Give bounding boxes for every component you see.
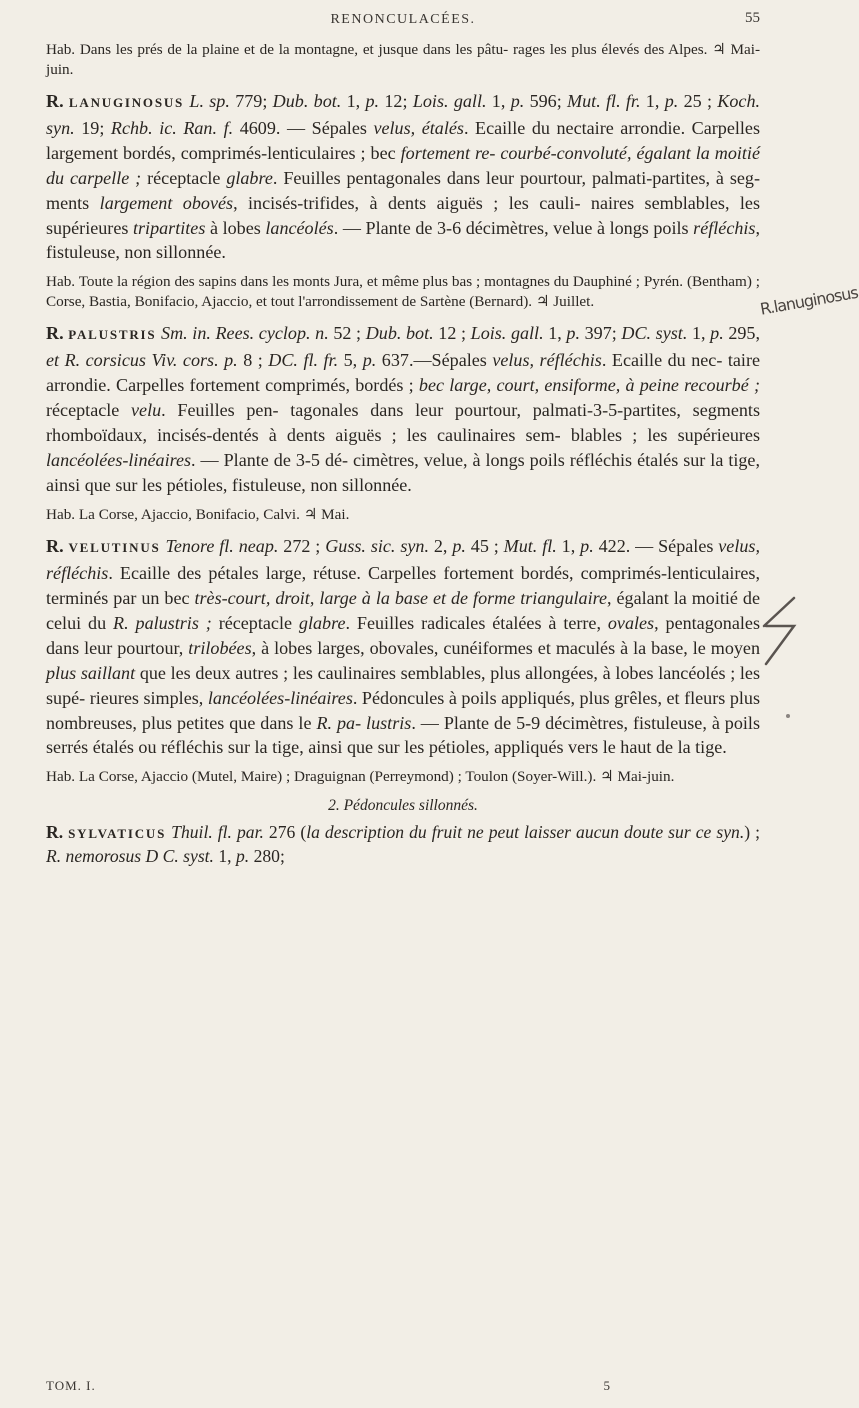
volume-label: TOM. I. bbox=[46, 1378, 96, 1393]
species-name: SYLVATICUS bbox=[68, 825, 167, 841]
genus-abbrev: R. bbox=[46, 821, 64, 842]
species-name: LANUGINOSUS bbox=[68, 95, 185, 110]
page-footer bbox=[46, 1378, 760, 1400]
species-entry-velutinus: R. VELUTINUS Tenore fl. neap. 272 ; Guss. sic. syn. 2, p. 45 ; Mut. fl. 1, p. 422. — Sépales velus, réfléchis. Ecaille des pétales large, rétuse. Carpelles fortement bordés, comprimés-lenticulaires, terminés par un bec très-court, droit, large à la base et de forme triangulaire, égalant la moitié de celui du R. palustris ; réceptacle glabre. Feuilles radicales étalées à terre, ovales, pentagonales dans leur pourtour, trilobées, à lobes larges, obovales, cunéiformes et maculés à la base, le moyen plus saillant que les deux autres ; les caulinaires semblables, plus allongées, à lobes lancéolés ; les supé- rieures simples, lancéolées-linéaires. Pédoncules à poils appliqués, plus grêles, et fleurs plus nombreuses, plus petites que dans le R. pa- lustris. — Plante de 5-9 décimètres, fistuleuse, à poils serrés étalés ou réfléchis sur la tige, ainsi que sur les pétioles, appliqués vers le haut de la tige. bbox=[46, 536, 761, 758]
species-entry-lanuginosus: R. LANUGINOSUS L. sp. 779; Dub. bot. 1, p. 12; Lois. gall. 1, p. 596; Mut. fl. fr. 1, p. 25 ; Koch. syn. 19; Rchb. ic. Ran. f. 4609. — Sépales velus, étalés. Ecaille du nectaire arrondie. Carpelles largement bordés, comprimés-lenticulaires ; bec fortement re- courbé-convoluté, égalant la moitié du carpelle ; réceptacle glabre. Feuilles pentagonales dans leur pourtour, palmati-partites, à seg- ments largement obovés, incisés-trifides, à dents aiguës ; les cauli- naires semblables, les supérieures tripartites à lobes lancéolés. — Plante de 3-6 décimètres, velue à longs poils réfléchis, fistuleuse, non sillonnée. bbox=[46, 91, 761, 263]
species-name: PALUSTRIS bbox=[68, 327, 157, 343]
habitat-note: Hab. La Corse, Ajaccio (Mutel, Maire) ; Draguignan (Perreymond) ; Toulon (Soyer-Will.). ♃ Mai-juin. bbox=[46, 768, 675, 786]
section-heading: 2. Pédoncules sillonnés. bbox=[328, 796, 478, 814]
genus-abbrev: R. bbox=[46, 91, 64, 111]
species-entry-sylvaticus: R. SYLVATICUS Thuil. fl. par. 276 (la description du fruit ne peut laisser aucun doute sur ce syn.) ; R. nemorosus D C. syst. 1, p. 280; bbox=[46, 821, 761, 866]
habitat-note-continued: Hab. Dans les prés de la plaine et de la montagne, et jusque dans les pâtu- rages les plus élevés des Alpes. ♃ Mai-juin. bbox=[46, 41, 760, 78]
genus-abbrev: R. bbox=[46, 536, 64, 557]
handwritten-margin-note: R.lanuginosus bbox=[758, 282, 859, 319]
habitat-note: Hab. La Corse, Ajaccio, Bonifacio, Calvi. ♃ Mai. bbox=[46, 505, 350, 523]
handwritten-bracket-mark bbox=[760, 596, 800, 668]
running-head bbox=[46, 6, 760, 34]
habitat-note: Hab. Toute la région des sapins dans les monts Jura, et même plus bas ; montagnes du Dauphiné ; Pyrén. (Bentham) ; Corse, Bastia, Bonifacio, Ajaccio, et tout l'arrondissement de Sartène (Bernard). ♃ Juillet. bbox=[46, 273, 760, 310]
running-head-title: RENONCULACÉES. bbox=[330, 12, 476, 27]
margin-dot bbox=[786, 714, 790, 718]
signature-mark: 5 bbox=[603, 1378, 610, 1393]
species-name: VELUTINUS bbox=[68, 540, 161, 556]
species-entry-palustris: R. PALUSTRIS Sm. in. Rees. cyclop. n. 52 ; Dub. bot. 12 ; Lois. gall. 1, p. 397; DC. syst. 1, p. 295, et R. corsicus Viv. cors. p. 8 ; DC. fl. fr. 5, p. 637.—Sépales velus, réfléchis. Ecaille du nec- taire arrondie. Carpelles fortement comprimés, bordés ; bec large, court, ensiforme, à peine recourbé ; réceptacle velu. Feuilles pen- tagonales dans leur pourtour, palmati-3-5-partites, segments rhomboïdaux, incisés-dentés à dents aiguës ; les caulinaires sem- blables ; les supérieures lancéolées-linéaires. — Plante de 3-5 dé- cimètres, velue, à longs poils réfléchis étalés sur la tige, ainsi que sur les pétioles, fistuleuse, non sillonnée. bbox=[46, 323, 761, 495]
page-number: 55 bbox=[745, 10, 760, 26]
genus-abbrev: R. bbox=[46, 323, 64, 344]
page-body bbox=[46, 40, 760, 868]
